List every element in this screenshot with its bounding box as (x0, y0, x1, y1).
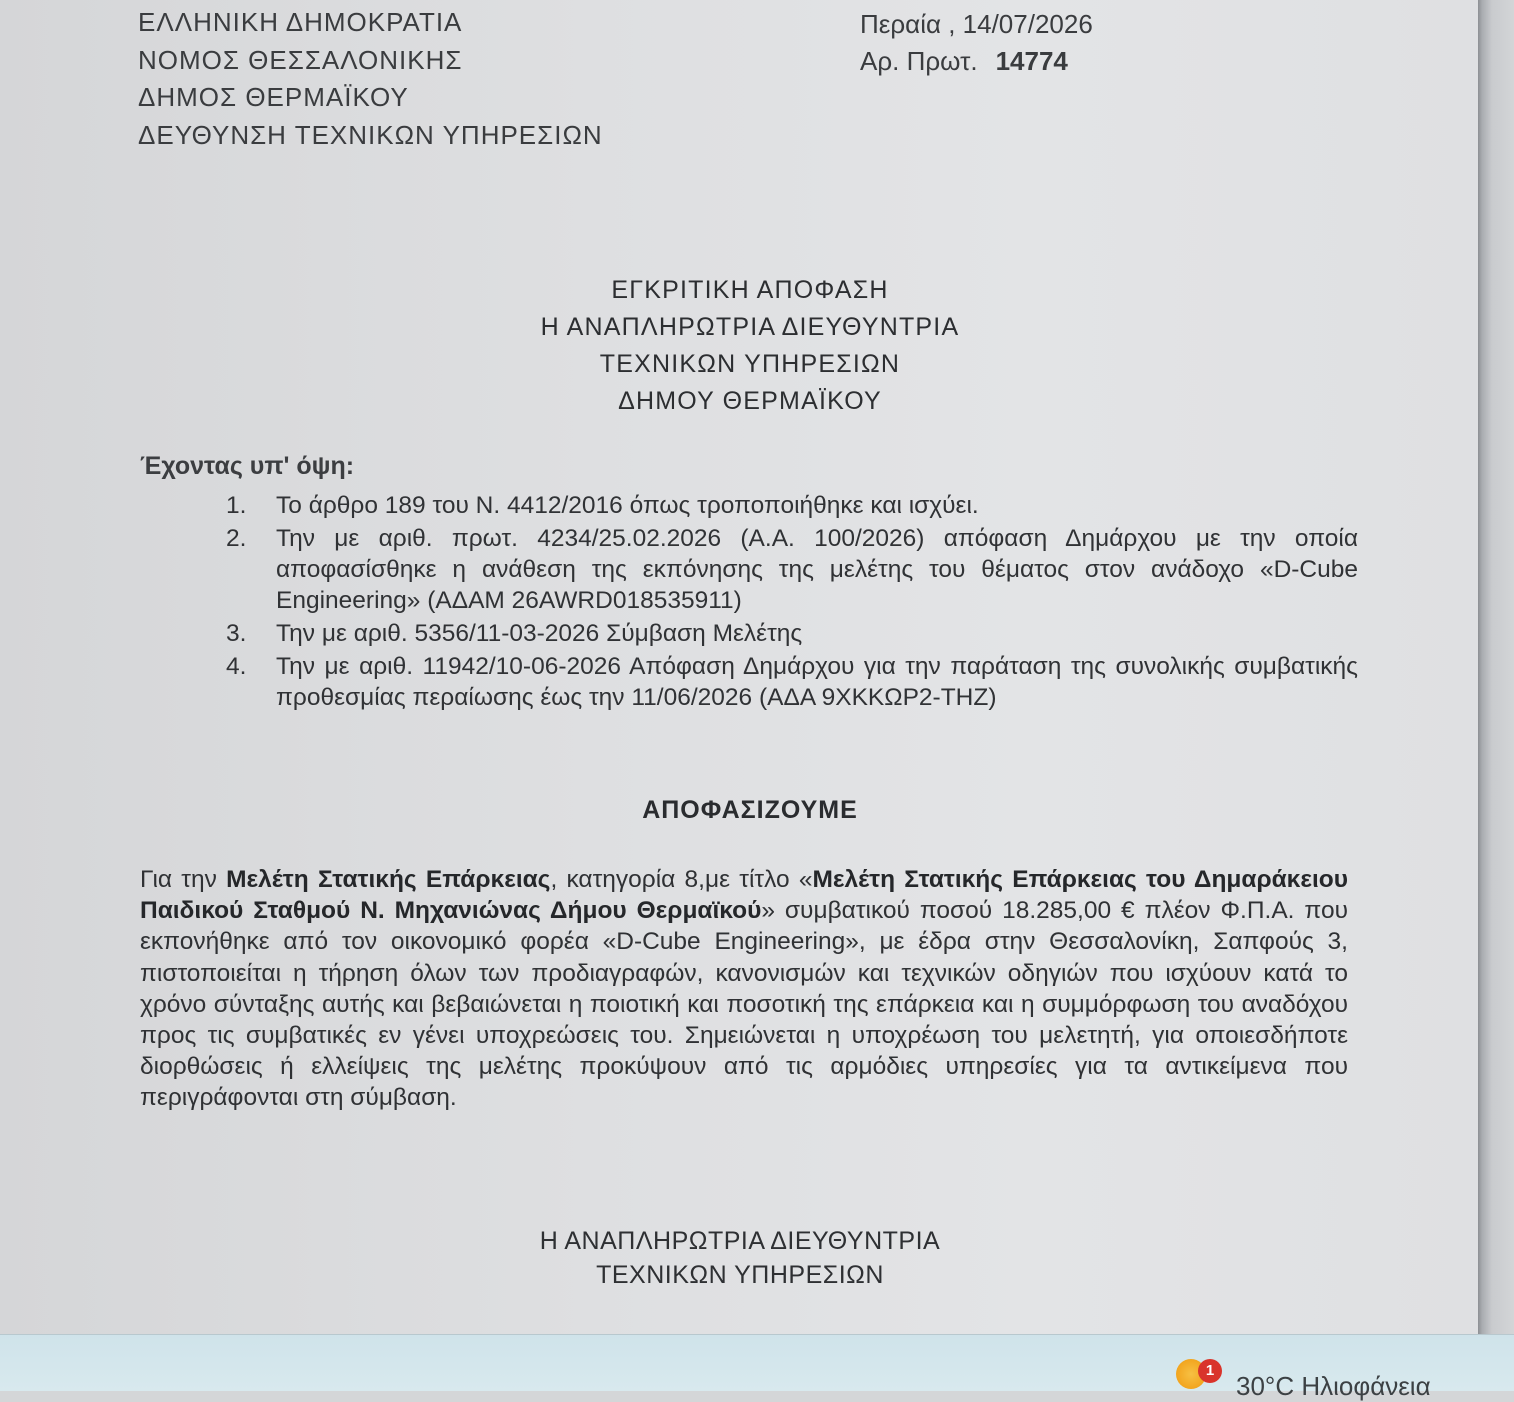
page-edge-shadow (1478, 0, 1514, 1334)
study-type-bold: Μελέτη Στατικής Επάρκειας (226, 866, 551, 893)
protocol-label: Αρ. Πρωτ. (860, 46, 978, 76)
title-line-4: ΔΗΜΟΥ ΘΕΡΜΑΪΚΟΥ (618, 387, 882, 415)
body-text-3: » συμβατικού ποσού 18.285,00 € πλέον Φ.Π.Α. που εκπονήθηκε από τον οικονομικό φορέα «D-Cube Engineering», με έδρα στην Θεσσαλονίκη, Σαπφούς 3, πιστοποιείται η τήρηση όλων των προδιαγραφών, κανονισμών και τεχνικών οδηγιών που ισχύουν κατά το χρόνο σύνταξης αυτής και βεβαιώνεται η ποιοτική και ποσοτική της επάρκεια και η συμμόρφωση του αναδόχου προς τις συμβατικές εν γένει υποχρεώσεις του. Σημειώνεται η υποχρέωση του μελετητή, για οποιεσδήποτε διορθώσεις ή ελλείψεις της μελέτης προκύψουν από τις αρμόδιες υπηρεσίες για τα αντικείμενα που περιγράφονται στη σύμβαση. (140, 897, 1348, 1112)
list-item-number: 1. (226, 492, 247, 519)
weather-widget-text[interactable]: 30°C Ηλιοφάνεια (1236, 1371, 1431, 1401)
considering-label: Έχοντας υπ' όψη: (140, 452, 355, 480)
list-item (226, 490, 1358, 521)
signature-line-1: Η ΑΝΑΠΛΗΡΩΤΡΙΑ ΔΙΕΥΘΥΝΤΡΙΑ (539, 1227, 941, 1255)
signature-block (440, 1224, 1040, 1292)
title-line-3: ΤΕΧΝΙΚΩΝ ΥΠΗΡΕΣΙΩΝ (599, 350, 901, 378)
taskbar (0, 1334, 1514, 1401)
list-item (226, 523, 1358, 616)
notification-badge: 1 (1198, 1359, 1222, 1383)
title-line-2: Η ΑΝΑΠΛΗΡΩΤΡΙΑ ΔΙΕΥΘΥΝΤΡΙΑ (540, 313, 960, 341)
header-line-prefecture: ΝΟΜΟΣ ΘΕΣΣΑΛΟΝΙΚΗΣ (138, 44, 463, 75)
list-item-text: Την με αριθ. 5356/11-03-2026 Σύμβαση Μελέτης (276, 620, 803, 647)
body-text-2: , κατηγορία 8,με τίτλο « (550, 866, 813, 893)
body-text-1: Για την (140, 866, 227, 893)
list-item-text: Το άρθρο 189 του Ν. 4412/2016 όπως τροποποιήθηκε και ισχύει. (276, 492, 979, 519)
header-line-republic: ΕΛΛΗΝΙΚΗ ΔΗΜΟΚΡΑΤΙΑ (138, 7, 463, 37)
place-date: Περαία , 14/07/2026 (860, 9, 1093, 39)
list-item-text: Την με αριθ. πρωτ. 4234/25.02.2026 (Α.Α. 100/2026) απόφαση Δημάρχου με την οποία αποφασίσθηκε η ανάθεση της εκπόνησης της μελέτης του θέματος στον ανάδοχο «D-Cube Engineering» (ΑΔΑΜ 26AWRD018535911) (276, 525, 1358, 614)
protocol-row (860, 43, 1093, 80)
study-title-bold: Μελέτη Στατικής Επάρκειας του Δημαράκειου Παιδικού Σταθμού Ν. Μηχανιώνας Δήμου Θερμαϊκού (140, 866, 1348, 925)
list-item-text: Την με αριθ. 11942/10-06-2026 Απόφαση Δημάρχου για την παράταση της συνολικής συμβατικής προθεσμίας περαίωσης έως την 11/06/2026 (ΑΔΑ 9ΧΚΚΩΡ2-ΤΗΖ) (276, 653, 1358, 711)
header-line-directorate: ΔΕΥΘΥΝΣΗ ΤΕΧΝΙΚΩΝ ΥΠΗΡΕΣΙΩΝ (138, 119, 603, 150)
list-item-number: 2. (226, 525, 247, 552)
issuing-authority-header (138, 4, 603, 154)
signature-line-2: ΤΕΧΝΙΚΩΝ ΥΠΗΡΕΣΙΩΝ (596, 1261, 884, 1289)
list-item-number: 3. (226, 620, 247, 647)
list-item-number: 4. (226, 653, 247, 680)
title-line-1: ΕΓΚΡΙΤΙΚΗ ΑΠΟΦΑΣΗ (611, 276, 889, 304)
list-item (226, 618, 1358, 649)
list-item (226, 651, 1358, 713)
header-line-municipality: ΔΗΜΟΣ ΘΕΡΜΑΪΚΟΥ (138, 82, 409, 112)
protocol-number: 14774 (995, 46, 1068, 76)
decision-heading: ΑΠΟΦΑΣΙΖΟΥΜΕ (642, 796, 858, 824)
decision-title (400, 272, 1100, 420)
decision-body (140, 864, 1348, 1114)
date-protocol-block (860, 6, 1093, 80)
considerations-list (226, 490, 1358, 715)
